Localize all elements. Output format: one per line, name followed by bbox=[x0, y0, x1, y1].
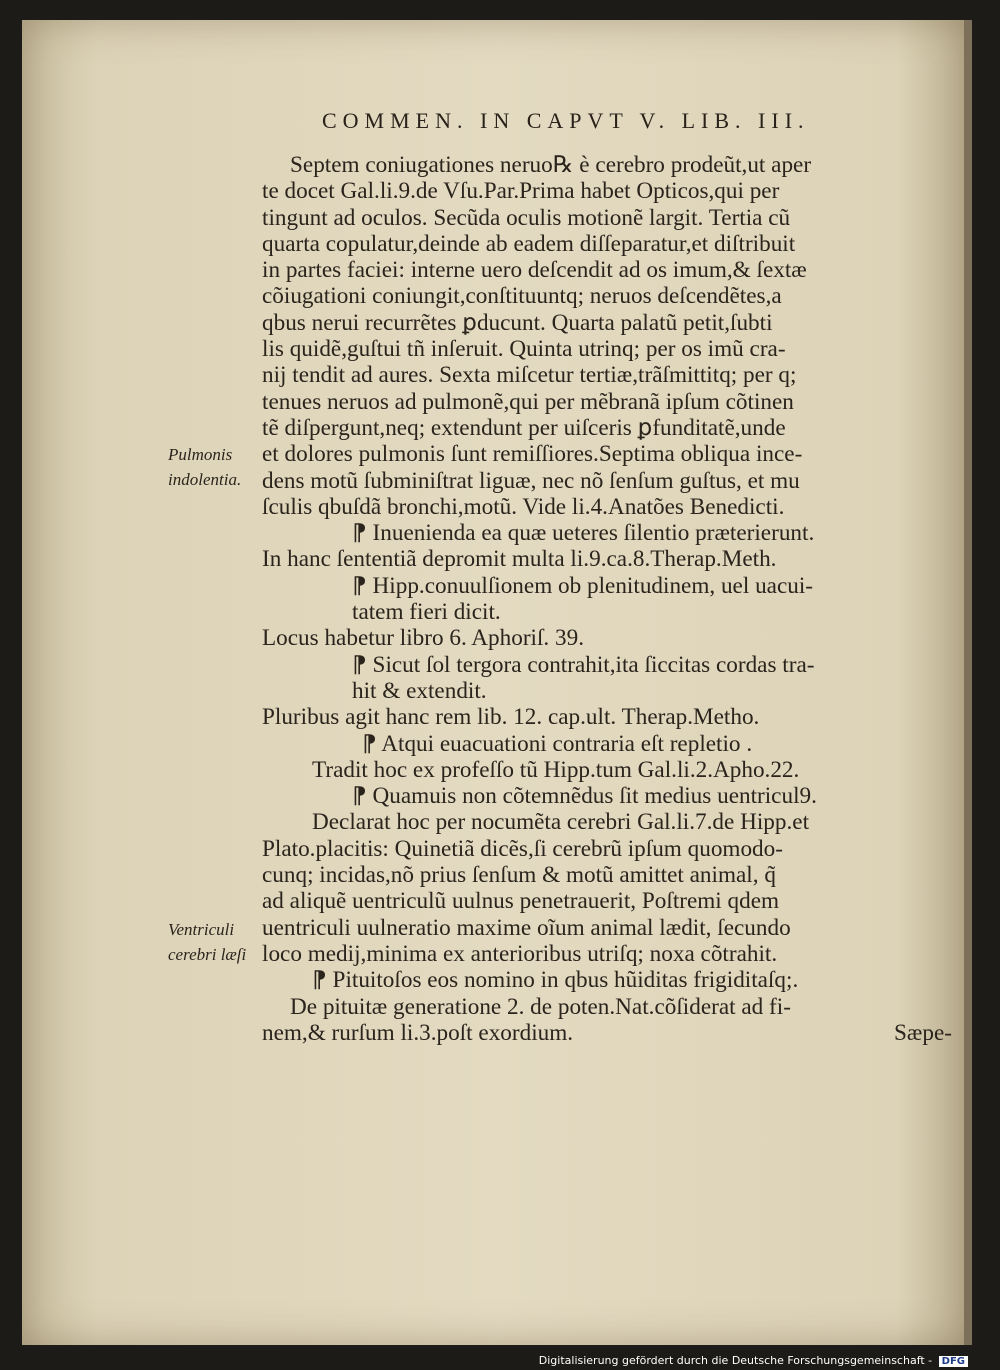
funding-footer bbox=[539, 1354, 968, 1367]
text-block bbox=[262, 152, 952, 1046]
catchword: Sæpe- bbox=[894, 1019, 952, 1046]
text-line: Septem coniugationes neruo℞ è cerebro prodeũt,ut aper bbox=[290, 152, 812, 178]
lemma-line: ⁋ Inuenienda ea quæ ueteres ſilentio præterierunt. bbox=[352, 520, 815, 547]
footer-text: Digitalisierung gefördert durch die Deutsche Forschungsgemeinschaft - bbox=[538, 1354, 933, 1367]
lemma-line: ⁋ Sicut ſol tergora contrahit,ita ſiccitas cordas tra- bbox=[352, 651, 815, 678]
text-line: nem,& rurſum li.3.poſt exordium. bbox=[262, 1019, 574, 1046]
dfg-logo: DFG bbox=[939, 1356, 968, 1367]
text-line: lis quidẽ,guſtui tñ inſeruit. Quinta utrinq; per os imũ cra- bbox=[262, 336, 786, 363]
text-line: tenues neruos ad pulmonẽ,qui per mẽbranã ipſum cõtinen bbox=[262, 388, 794, 415]
text-line: Pluribus agit hanc rem lib. 12. cap.ult. Therap.Metho. bbox=[262, 704, 760, 731]
text-line: cõiugationi coniungit,conſtituuntq; neruos deſcendẽtes,a bbox=[262, 283, 782, 310]
text-line: Locus habetur libro 6. Aphoriſ. 39. bbox=[262, 625, 584, 652]
page-edge bbox=[964, 20, 972, 1345]
text-line: ſculis qbuſdã bronchi,motũ. Vide li.4.Anatões Benedicti. bbox=[262, 493, 785, 520]
text-line: ad aliquẽ uentriculũ uulnus penetrauerit, Poſtremi qdem bbox=[262, 888, 780, 915]
text-line: te docet Gal.li.9.de Vſu.Par.Prima habet Opticos,qui per bbox=[262, 178, 780, 205]
text-line: tingunt ad oculos. Secũda oculis motionẽ largit. Tertia cũ bbox=[262, 204, 791, 231]
text-line: hit & extendit. bbox=[352, 677, 487, 704]
text-line: uentriculi uulneratio maxime oĩum animal lædit, ſecundo bbox=[262, 914, 791, 941]
book-page bbox=[22, 20, 972, 1345]
text-line: dens motũ ſubminiſtrat liguæ, nec nõ ſenſum guſtus, et mu bbox=[262, 467, 800, 494]
lemma-line: ⁋ Hipp.conuulſionem ob plenitudinem, uel uacui- bbox=[352, 572, 814, 599]
margin-note-pulmonis: Pulmonis indolentia. bbox=[168, 445, 242, 489]
text-line: De pituitæ generatione 2. de poten.Nat.cõſiderat ad fi- bbox=[290, 993, 791, 1020]
lemma-line: ⁋ Pituitoſos eos nomino in qbus hũiditas frigiditaſq;. bbox=[312, 967, 799, 994]
text-line: Declarat hoc per nocumẽta cerebri Gal.li.7.de Hipp.et bbox=[312, 809, 810, 836]
lemma-line: ⁋ Atqui euacuationi contraria eſt repletio . bbox=[362, 730, 753, 757]
lemma-line: ⁋ Quamuis non cõtemnẽdus ſit medius uentricul9. bbox=[352, 783, 817, 810]
last-line bbox=[262, 1020, 952, 1046]
text-line: quarta copulatur,deinde ab eadem diſſeparatur,et diſtribuit bbox=[262, 230, 796, 257]
text-line: cunq; incidas,nõ prius ſenſum & motũ amittet animal, q̃ bbox=[262, 862, 776, 889]
text-line: In hanc ſententiã depromit multa li.9.ca.8.Therap.Meth. bbox=[262, 546, 777, 573]
text-line: nij tendit ad aures. Sexta miſcetur tertiæ,trãſmittitq; per q; bbox=[262, 362, 797, 389]
text-line: tẽ diſpergunt,neq; extendunt per uiſceris ꝑfunditatẽ,unde bbox=[262, 414, 786, 441]
text-line: Plato.placitis: Quinetiã dicẽs,ſi cerebrũ ipſum quomodo- bbox=[262, 835, 783, 862]
running-head: COMMEN. IN CAPVT V. LIB. III. bbox=[322, 108, 810, 133]
text-line: tatem fieri dicit. bbox=[352, 599, 501, 626]
text-line: qbus nerui recurrẽtes ꝑducunt. Quarta palatũ petit,ſubti bbox=[262, 309, 773, 336]
text-line: Tradit hoc ex profeſſo tũ Hipp.tum Gal.li.2.Apho.22. bbox=[312, 756, 800, 783]
text-line: loco medij,minima ex anterioribus utriſq; noxa cõtrahit. bbox=[262, 940, 778, 967]
text-line: et dolores pulmonis ſunt remiſſiores.Septima obliqua ince- bbox=[262, 441, 803, 468]
margin-note-ventriculi: Ventriculi cerebri læſi bbox=[168, 920, 247, 964]
text-line: in partes faciei: interne uero deſcendit ad os imum,& ſextæ bbox=[262, 257, 807, 284]
